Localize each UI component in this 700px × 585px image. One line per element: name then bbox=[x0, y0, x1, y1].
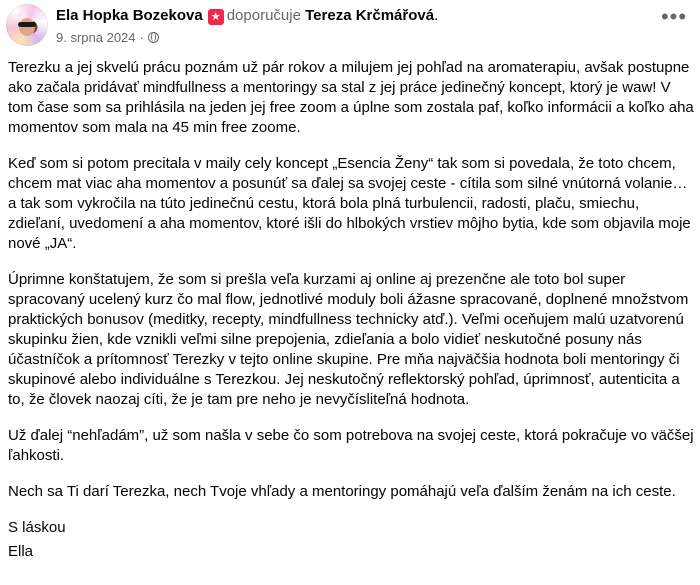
avatar[interactable] bbox=[6, 4, 48, 46]
post-signoff: S láskou bbox=[8, 519, 66, 536]
post-paragraph-3: Úprimne konštatujem, že som si prešla veľa kurzami aj online aj prezenčne ale toto bol super spracovaný ucelený kurz čo mal flow, jednotlivé moduly boli ážasne spracované, doplnené množstvom praktických bonusov (meditky, recepty, mindfullness technicky atď.). Veľmi oceňujem malú uzatvorenú skupinku žien, kde vznikli veľmi silne prepojenia, zdieľania a bolo vidieť neskutočné posuny nás účastníčok a prítomnosť Terezky v tejto online skupine. Pre mňa najväčšia hodnota boli mentoringy či skupinové alebo individuálne s Terezkou. Jej neskutočný reflektorský pohľad, úprimnosť, autenticita a to, že človek naozaj cíti, že je tam pre neho je nevyčísliteľná hodnota. bbox=[8, 271, 689, 408]
post-meta-line bbox=[56, 30, 159, 46]
post-header bbox=[0, 0, 700, 56]
post-body bbox=[8, 58, 694, 566]
meta-separator: · bbox=[139, 30, 144, 45]
more-options-button[interactable]: ••• bbox=[660, 4, 688, 29]
post-paragraph-5: Nech sa Ti darí Terezka, nech Tvoje vhľady a mentoringy pomáhajú veľa ďalším ženám na ich ceste. bbox=[8, 483, 676, 500]
post-date[interactable]: 9. srpna 2024 bbox=[56, 30, 136, 45]
post-paragraph-2: Keď som si potom precitala v maily cely koncept „Esencia Ženy“ tak som si povedala, že toto chcem, chcem mat viac aha momentov a posunúť sa ďalej sa svojej ceste - cítila som silné vnútorná volanie… a tak som vykročila na túto jedinečnú cestu, ktorá bola plná turbulencii, radosti, plaču, smiechu, zdieľaní, uvedomení a aha momentov, ktoré išli do hlbokých vrstiev môjho bytia, kde som objavila moje nové „JA“. bbox=[8, 155, 691, 252]
avatar-face bbox=[19, 18, 35, 36]
post-signature: Ella bbox=[8, 543, 34, 560]
recommendation-star-icon: ★ bbox=[208, 9, 224, 25]
recommended-page-name[interactable]: Tereza Krčmářová bbox=[305, 7, 435, 24]
recommends-label: doporučuje bbox=[226, 7, 301, 24]
avatar-glasses bbox=[18, 22, 36, 27]
globe-icon[interactable] bbox=[148, 32, 159, 43]
post-paragraph-4: Už ďalej “nehľadám”, už som našla v sebe čo som potrebova na svojej ceste, ktorá pokračuje vo väčšej ľahkosti. bbox=[8, 427, 694, 464]
post-paragraph-1: Terezku a jej skvelú prácu poznám už pár rokov a milujem jej pohľad na aromaterapiu, avšak postupne ako začala pridávať mindfullness a mentoringy sa stal z jej práce jedinečný koncept, ktorý je waw! V tom čase som sa prihlásila na jeden jej free zoom a úplne som zostala paf, koľko informácii a koľko aha momentov som mala na 45 min free zoome. bbox=[8, 59, 694, 136]
author-name[interactable]: Ela Hopka Bozekova bbox=[56, 7, 203, 24]
post-title-line bbox=[56, 6, 438, 26]
title-period: . bbox=[434, 7, 439, 24]
